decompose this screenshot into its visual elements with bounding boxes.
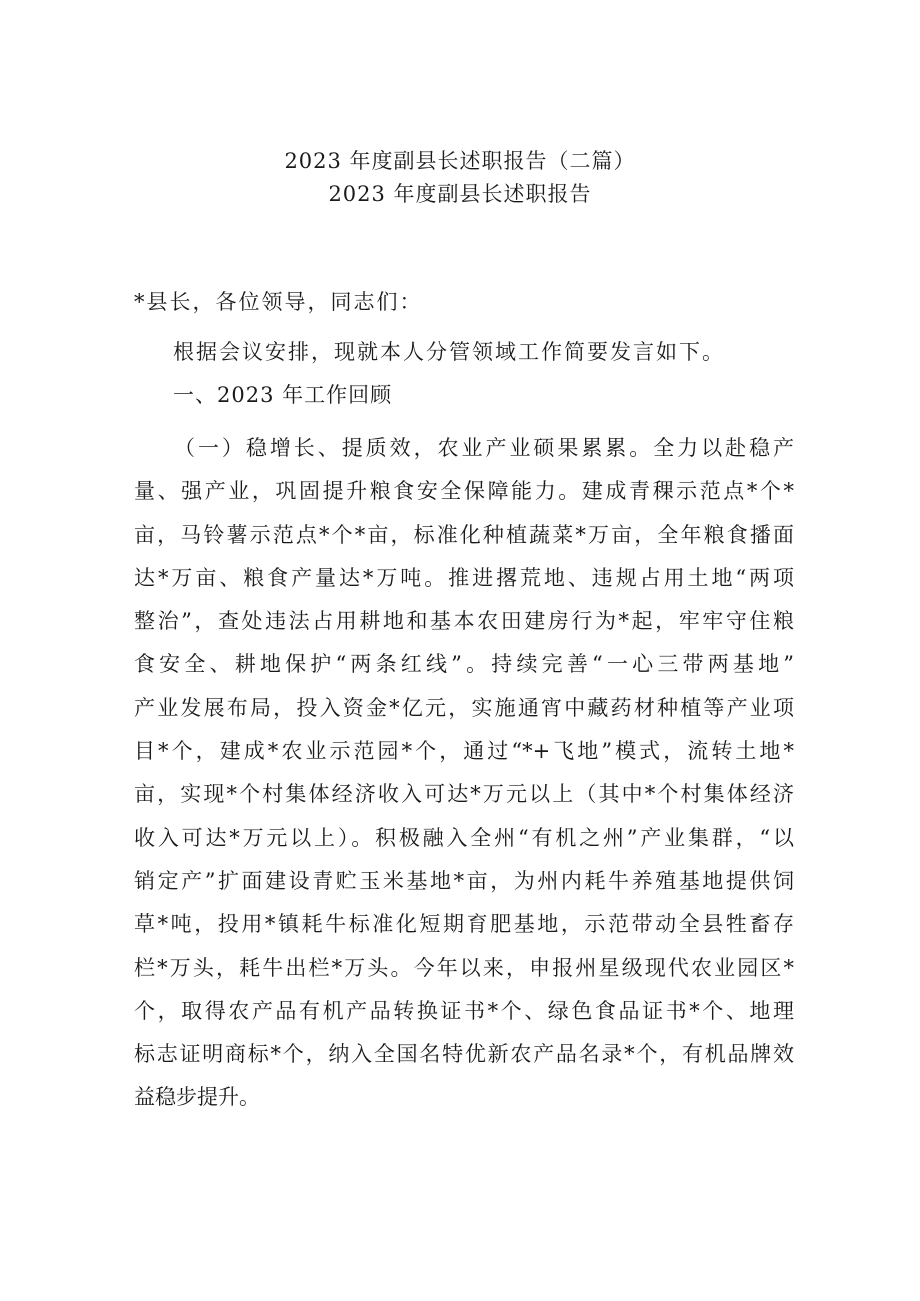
salutation: *县长，各位领导，同志们： xyxy=(134,290,423,314)
paragraph-line: 栏*万头，耗牛出栏*万头。今年以来，申报州星级现代农业园区* xyxy=(134,955,794,980)
document-title: 2023 年度副县长述职报告（二篇） xyxy=(284,149,636,173)
paragraph-line: 目*个，建成*农业示范园*个，通过“*+飞地”模式，流转土地* xyxy=(134,739,794,764)
paragraph-line: 标志证明商标*个，纳入全国名特优新农产品名录*个，有机品牌效 xyxy=(134,1042,794,1067)
paragraph-line: 食安全、耕地保护“两条红线”。持续完善“一心三带两基地” xyxy=(134,652,794,677)
paragraph-line: 销定产”扩面建设青贮玉米基地*亩，为州内耗牛养殖基地提供饲 xyxy=(134,868,794,893)
paragraph-line: 产业发展布局，投入资金*亿元，实施通宵中藏药材种植等产业项 xyxy=(134,695,794,720)
intro-paragraph: 根据会议安排，现就本人分管领域工作简要发言如下。 xyxy=(173,340,725,364)
paragraph-line: 亩，马铃薯示范点*个*亩，标准化种植蔬菜*万亩，全年粮食播面 xyxy=(134,522,794,547)
paragraph-line: 整治”，查处违法占用耕地和基本农田建房行为*起，牢牢守住粮 xyxy=(134,609,794,634)
document-subtitle: 2023 年度副县长述职报告 xyxy=(328,182,592,206)
paragraph-line: 亩，实现*个村集体经济收入可达*万元以上（其中*个村集体经济 xyxy=(134,782,794,807)
paragraph-line: （一）稳增长、提质效，农业产业硕果累累。全力以赴稳产 xyxy=(174,436,794,460)
paragraph-line: 收入可达*万元以上）。积极融入全州“有机之州”产业集群，“以 xyxy=(134,825,794,850)
paragraph-line: 量、强产业，巩固提升粮食安全保障能力。建成青稞示范点*个* xyxy=(134,479,794,504)
paragraph-line: 个，取得农产品有机产品转换证书*个、绿色食品证书*个、地理 xyxy=(134,998,794,1023)
paragraph-line: 达*万亩、粮食产量达*万吨。推进撂荒地、违规占用土地“两项 xyxy=(134,565,794,590)
paragraph-line: 益稳步提升。 xyxy=(134,1085,260,1110)
paragraph-line: 草*吨，投用*镇耗牛标准化短期育肥基地，示范带动全县牲畜存 xyxy=(134,912,794,937)
section-heading: 一、2023 年工作回顾 xyxy=(173,383,393,407)
body-paragraph xyxy=(134,427,794,1120)
